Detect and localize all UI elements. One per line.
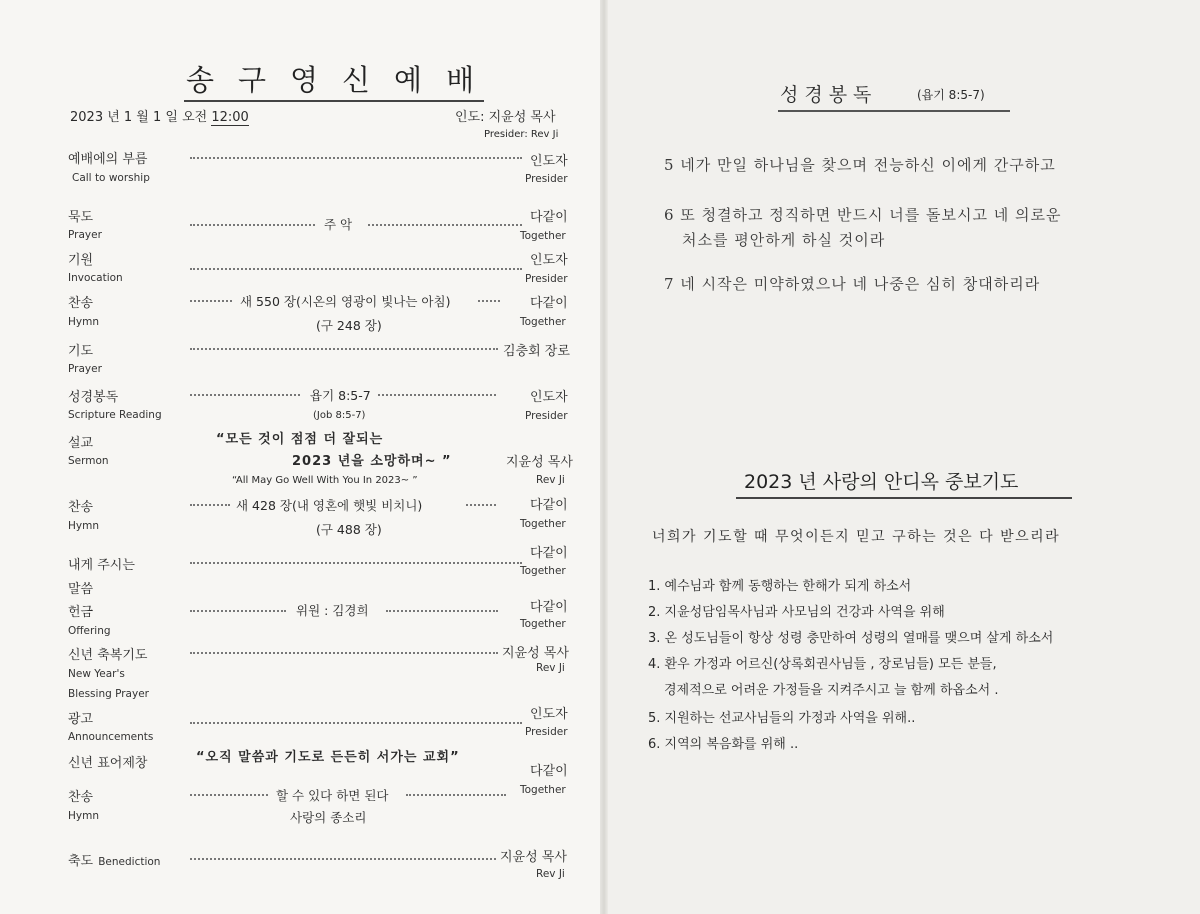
blessing-role-en: Rev Ji [536,662,565,674]
prayer-label: 묵도 [68,210,94,225]
dotted-leader [368,224,522,226]
page-title: 송구영신예배 [186,63,499,97]
prayer-item: 5. 지원하는 선교사님들의 가정과 사역을 위해.. [648,711,916,726]
hymn2-title: 새 428 장(내 영혼에 햇빛 비치니) [236,498,423,513]
dotted-leader [190,268,522,270]
page-fold [600,0,608,914]
announce-role-en: Presider [525,726,568,738]
prayer-music: 주 악 [324,217,353,232]
presider-en: Presider: Rev Ji [484,129,559,140]
scripture-ref: 욥기 8:5-7 [310,388,371,403]
hymn1-old-number: (구 248 장) [316,318,382,333]
offering-committee: 위원 : 김경희 [296,603,369,618]
prayer2-label: 기도 [68,344,94,359]
sermon-label: 설교 [68,436,94,451]
benediction-label [68,850,160,869]
verse-5: 5 네가 만일 하나님을 찾으며 전능하신 이에게 간구하고 [664,156,1056,174]
sermon-title-line2: 2023 년을 소망하며~ ” [292,454,452,469]
dotted-leader [190,794,268,796]
hymn2-label: 찬송 [68,500,94,515]
word-label-line2: 말씀 [68,582,94,597]
dotted-leader [386,610,498,612]
hymn3-label-en: Hymn [68,810,99,822]
prayer-heading-underline [736,497,1072,499]
prayer2-role: 김충회 장로 [503,344,570,359]
dotted-leader [466,504,496,506]
date-text: 2023 년 1 월 1 일 오전 [70,110,208,125]
verse-6-line1: 6 또 청결하고 정직하면 반드시 너를 돌보시고 네 의로운 [664,206,1062,224]
dotted-leader [190,348,498,350]
sermon-title-en: “All May Go Well With You In 2023~ ” [232,475,418,486]
hymn3-role-en: Together [520,784,566,796]
offering-role: 다같이 [530,600,568,615]
prayer-item-continued: 경제적으로 어려운 가정들을 지켜주시고 늘 함께 하옵소서 . [664,683,999,698]
prayer-item: 1. 예수님과 함께 동행하는 한해가 되게 하소서 [648,579,912,594]
prayer-item: 3. 온 성도님들이 항상 성령 충만하여 성령의 열매를 맺으며 살게 하소서 [648,631,1054,646]
dotted-leader [406,794,506,796]
title-underline [184,100,484,102]
motto-text: “오직 말씀과 기도로 든든히 서가는 교회” [196,750,460,765]
hymn3-title: 할 수 있다 하면 된다 [276,788,389,803]
hymn1-role-en: Together [520,316,566,328]
sermon-role-en: Rev Ji [536,474,565,486]
prayer-item: 2. 지윤성담임목사님과 사모님의 건강과 사역을 위해 [648,605,945,620]
hymn3-label: 찬송 [68,790,94,805]
dotted-leader [190,722,522,724]
blessing-label-en-line2: Blessing Prayer [68,688,149,700]
prayer-item: 4. 환우 가정과 어르신(상록회권사님들 , 장로님들) 모든 분들, [648,657,997,672]
dotted-leader [190,394,300,396]
sermon-role: 지윤성 목사 [506,455,573,470]
dotted-leader [190,610,286,612]
hymn2-label-en: Hymn [68,520,99,532]
prayer-quote: 너희가 기도할 때 무엇이든지 믿고 구하는 것은 다 받으리라 [652,529,1061,545]
dotted-leader [478,300,500,302]
blessing-label-en-line1: New Year's [68,668,125,680]
invocation-role-en: Presider [525,273,568,285]
call-role-en: Presider [525,173,568,185]
scripture-label: 성경봉독 [68,390,119,405]
scripture-role: 인도자 [530,390,568,405]
call-role: 인도자 [530,154,568,169]
announce-label: 광고 [68,712,94,727]
invocation-role: 인도자 [530,253,568,268]
scripture-role-en: Presider [525,410,568,422]
hymn1-label: 찬송 [68,296,94,311]
prayer2-label-en: Prayer [68,363,102,375]
dotted-leader [190,157,522,159]
call-label: 예배에의 부름 [68,152,148,167]
benediction-role: 지윤성 목사 [500,850,567,865]
dotted-leader [190,300,232,302]
dotted-leader [190,858,496,860]
scripture-label-en: Scripture Reading [68,409,162,421]
hymn2-role: 다같이 [530,498,568,513]
hymn2-role-en: Together [520,518,566,530]
hymn1-role: 다같이 [530,296,568,311]
prayer-item: 6. 지역의 복음화를 위해 .. [648,737,799,752]
service-date [70,106,249,125]
word-role-en: Together [520,565,566,577]
right-page [604,0,1200,914]
verse-7: 7 네 시작은 미약하였으나 네 나중은 심히 창대하리라 [664,275,1041,293]
invocation-label: 기원 [68,253,94,268]
announce-label-en: Announcements [68,731,154,743]
blessing-role: 지윤성 목사 [502,646,569,661]
word-role: 다같이 [530,546,568,561]
dotted-leader [378,394,496,396]
dotted-leader [190,504,230,506]
dotted-leader [190,224,315,226]
benediction-label-ko: 축도 [68,854,94,869]
blessing-label: 신년 축복기도 [68,648,148,663]
motto-role: 다같이 [530,764,568,779]
scripture-heading: 성경봉독 [780,84,878,106]
prayer-role-en: Together [520,230,566,242]
sermon-label-en: Sermon [68,455,109,467]
hymn1-title: 새 550 장(시온의 영광이 빛나는 아침) [240,294,451,309]
offering-label-en: Offering [68,625,111,637]
hymn1-label-en: Hymn [68,316,99,328]
invocation-label-en: Invocation [68,272,123,284]
sermon-title-line1: “모든 것이 점점 더 잘되는 [216,432,384,447]
verse-6-line2: 처소를 평안하게 하실 것이라 [682,231,886,249]
announce-role: 인도자 [530,707,568,722]
prayer-heading: 2023 년 사랑의 안디옥 중보기도 [744,471,1019,493]
call-label-en: Call to worship [72,172,150,184]
scripture-ref-en: (Job 8:5-7) [313,410,366,421]
hymn3-subtitle: 사랑의 종소리 [290,810,367,825]
service-time: 12:00 [211,110,249,125]
offering-role-en: Together [520,618,566,630]
word-label-line1: 내게 주시는 [68,558,135,573]
benediction-role-en: Rev Ji [536,868,565,880]
hymn2-old-number: (구 488 장) [316,522,382,537]
prayer-role: 다같이 [530,210,568,225]
presider-ko: 인도: 지윤성 목사 [455,110,556,125]
dotted-leader [190,562,522,564]
dotted-leader [190,652,498,654]
scripture-heading-ref: (욥기 8:5-7) [917,88,985,102]
motto-label: 신년 표어제창 [68,756,148,771]
offering-label: 헌금 [68,605,94,620]
benediction-label-en: Benediction [98,856,161,868]
scripture-heading-underline [778,110,1010,112]
prayer-label-en: Prayer [68,229,102,241]
